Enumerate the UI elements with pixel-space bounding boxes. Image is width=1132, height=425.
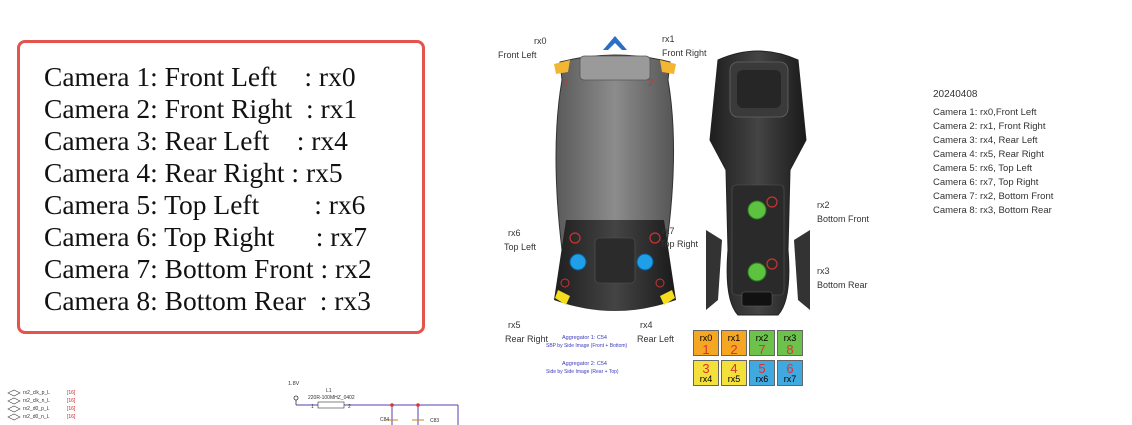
net-label-1: rx2_clk_p_L	[23, 390, 50, 396]
label-rear-right: Rear Right	[505, 334, 549, 344]
ref-label-2: [16]	[67, 398, 76, 404]
pin-1: 1	[311, 404, 314, 410]
note-line-5: Camera 5: rx6, Top Left	[933, 163, 1033, 174]
note-line-3: Camera 3: rx4, Rear Left	[933, 135, 1038, 146]
label-bottom-front: Bottom Front	[817, 214, 870, 224]
label-num-2: 2	[648, 78, 654, 89]
camera-rx6-marker	[570, 254, 586, 270]
camera-rx1-marker	[660, 60, 676, 74]
date-label: 20240408	[933, 89, 978, 100]
label-front-left: Front Left	[498, 50, 537, 60]
label-rx6: rx6	[508, 228, 521, 238]
camera-2-line: Camera 2: Front Right : rx1	[44, 93, 358, 124]
pin-2: 2	[348, 404, 351, 410]
cap-c83: C83	[430, 418, 440, 424]
label-front-right: Front Right	[662, 48, 707, 58]
label-bottom-rear: Bottom Rear	[817, 280, 868, 290]
aggregator-2-title: Aggregator 2: C54	[562, 361, 607, 367]
camera-rx3-marker	[748, 263, 766, 281]
label-rx3: rx3	[817, 266, 830, 276]
camera-6-line: Camera 6: Top Right : rx7	[44, 221, 367, 252]
note-line-2: Camera 2: rx1, Front Right	[933, 121, 1046, 132]
camera-4-line: Camera 4: Rear Right : rx5	[44, 157, 343, 188]
grid-cell-rx0: rx0 1	[693, 330, 719, 356]
camera-5-line: Camera 5: Top Left : rx6	[44, 189, 366, 220]
grid-cell-rx5: 4 rx5	[721, 360, 747, 386]
grid-cell-rx7: 6 rx7	[777, 360, 803, 386]
inductor-ref: L1	[326, 388, 332, 394]
grid-cell-rx4: 3 rx4	[693, 360, 719, 386]
label-top-left: Top Left	[504, 242, 537, 252]
voltage-label: 1.8V	[288, 381, 300, 387]
grid-cell-rx3: rx3 8	[777, 330, 803, 356]
label-rx5: rx5	[508, 320, 521, 330]
label-num-1: 1	[564, 78, 570, 89]
note-line-4: Camera 4: rx5, Rear Right	[933, 149, 1044, 160]
camera-rx2-marker	[748, 201, 766, 219]
label-rx0: rx0	[534, 36, 547, 46]
camera-8-line: Camera 8: Bottom Rear : rx3	[44, 285, 371, 316]
forward-arrow-icon	[603, 36, 627, 50]
net-label-3: rx2_d0_p_L	[23, 406, 50, 412]
label-rx1: rx1	[662, 34, 675, 44]
drone-front-view	[554, 55, 676, 311]
camera-3-line: Camera 3: Rear Left : rx4	[44, 125, 348, 156]
camera-7-line: Camera 7: Bottom Front : rx2	[44, 253, 372, 284]
label-top-right: Top Right	[660, 239, 699, 249]
camera-rx0-marker	[554, 60, 570, 74]
note-line-7: Camera 7: rx2, Bottom Front	[933, 191, 1054, 202]
ref-label-4: [16]	[67, 414, 76, 420]
grid-cell-rx2: rx2 7	[749, 330, 775, 356]
label-rx4: rx4	[640, 320, 653, 330]
label-rx2: rx2	[817, 200, 830, 210]
note-line-8: Camera 8: rx3, Bottom Rear	[933, 205, 1052, 216]
ref-label-1: [16]	[67, 390, 76, 396]
grid-cell-rx6: 5 rx6	[749, 360, 775, 386]
cap-c84: C84	[380, 417, 390, 423]
note-line-6: Camera 6: rx7, Top Right	[933, 177, 1039, 188]
note-line-1: Camera 1: rx0,Front Left	[933, 107, 1037, 118]
grid-cell-rx1: rx1 2	[721, 330, 747, 356]
camera-rx7-marker	[637, 254, 653, 270]
net-label-2: rx2_clk_n_L	[23, 398, 50, 404]
ref-label-3: [16]	[67, 406, 76, 412]
aggregator-1-sub: SBP by Side Image (Front + Bottom)	[546, 343, 628, 349]
aggregator-2-sub: Side by Side Image (Rear + Top)	[546, 369, 619, 375]
camera-1-line: Camera 1: Front Left : rx0	[44, 61, 356, 92]
net-label-4: rx2_d0_n_L	[23, 414, 50, 420]
label-rx7: rx7	[662, 226, 675, 236]
drone-bottom-view	[706, 51, 810, 315]
label-rear-left: Rear Left	[637, 334, 675, 344]
inductor-value: 220R-100MHZ_0402	[308, 395, 355, 401]
aggregator-1-title: Aggregator 1: C54	[562, 335, 607, 341]
